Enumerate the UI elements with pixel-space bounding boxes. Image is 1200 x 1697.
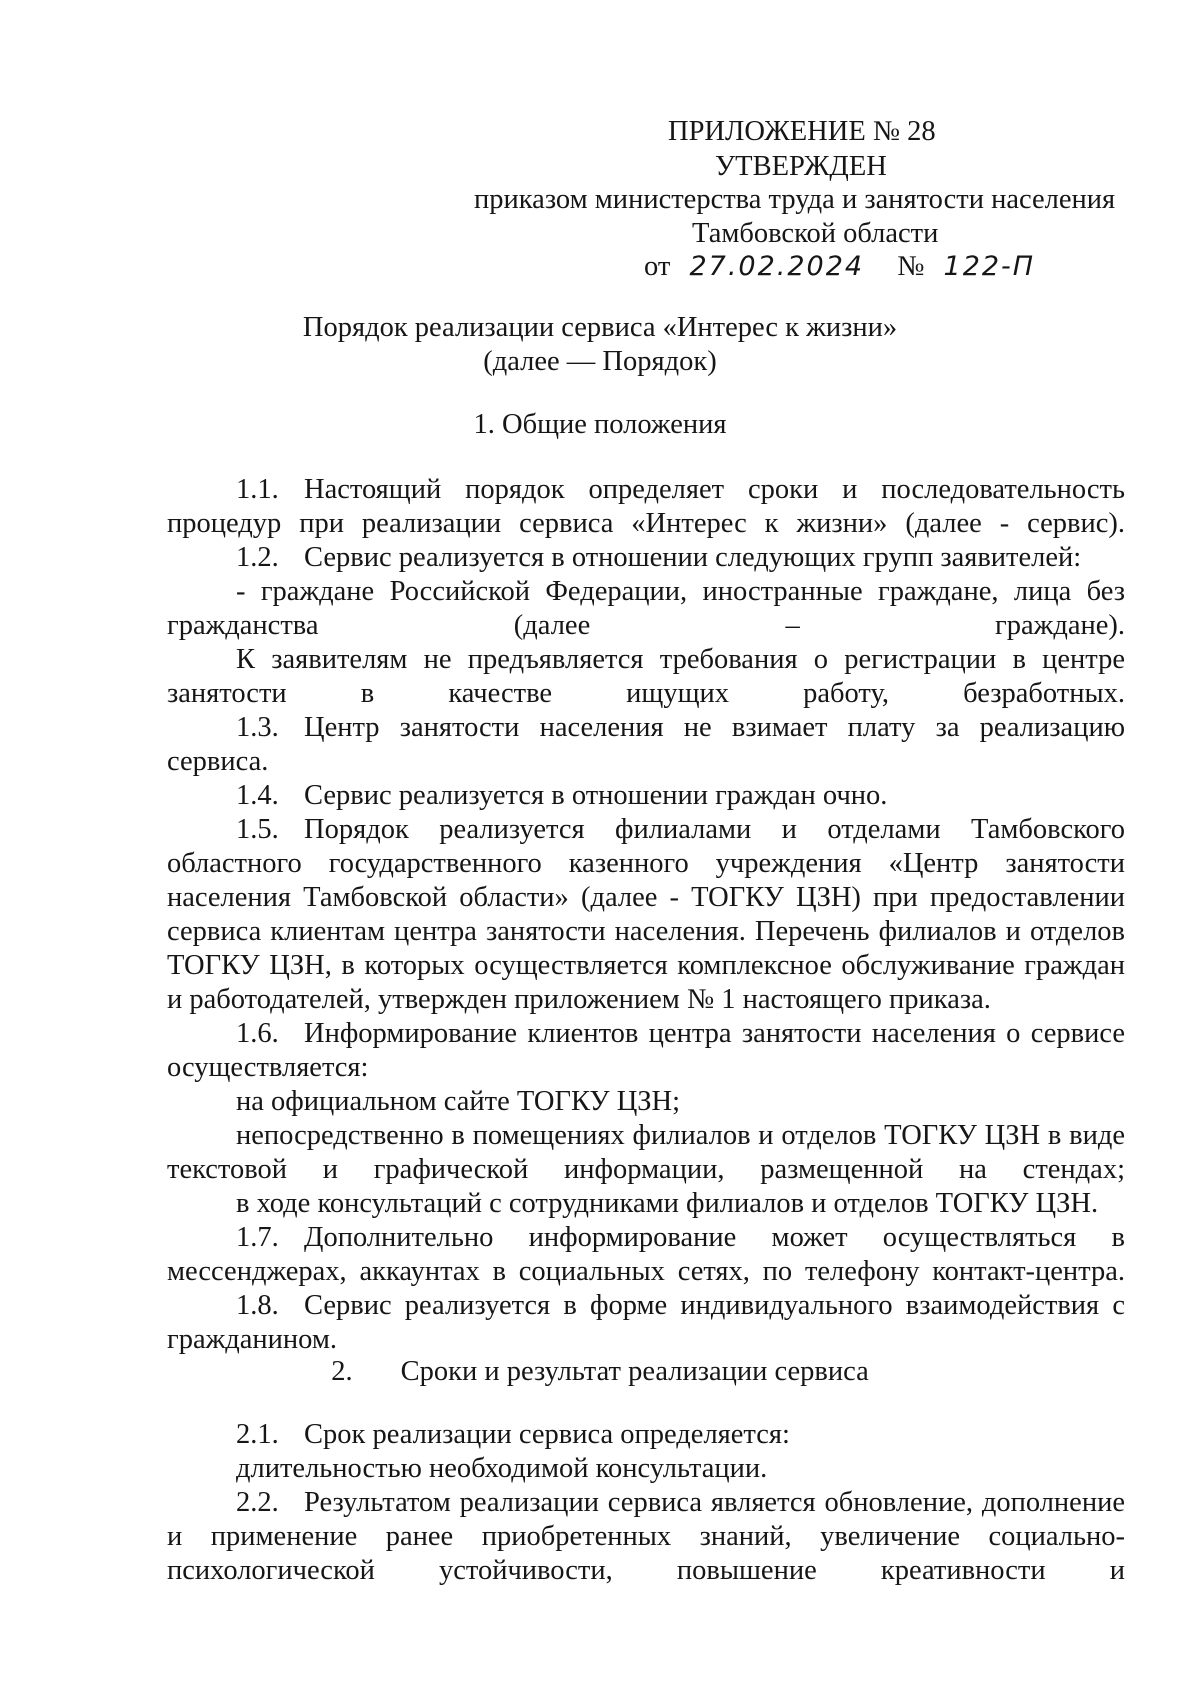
section-2-body (167, 1418, 1125, 1588)
paragraph-1-8: 1.8. Сервис реализуется в форме индивидуального взаимодействия с гражданином. (167, 1290, 1125, 1355)
handwritten-date: 27.02.2024 (689, 251, 865, 282)
paragraph-info-consultations: в ходе консультаций с сотрудниками филиалов и отделов ТОГКУ ЦЗН. (236, 1188, 1099, 1219)
paragraph-2-1: 2.1. Срок реализации сервиса определяется: (236, 1419, 790, 1450)
paragraph-registration-note: К заявителям не предъявляется требования о регистрации в центре занятости в качестве ищущих работу, безработных. (167, 644, 1125, 709)
paragraph-1-2: 1.2. Сервис реализуется в отношении следующих групп заявителей: (236, 542, 1082, 573)
paragraph-2-2: 2.2. Результатом реализации сервиса является обновление, дополнение и применение ранее приобретенных знаний, увеличение социально-психологической устойчивости, повышение креативности и (167, 1487, 1125, 1586)
order-authority: приказом министерства труда и занятости населения (474, 184, 1116, 215)
paragraph-1-1: 1.1. Настоящий порядок определяет сроки и последовательность процедур при реализации сервиса «Интерес к жизни» (далее - сервис). (167, 474, 1125, 539)
paragraph-1-3: 1.3. Центр занятости населения не взимает плату за реализацию сервиса. (167, 712, 1125, 777)
paragraph-info-website: на официальном сайте ТОГКУ ЦЗН; (236, 1086, 681, 1117)
order-date-line (644, 250, 1035, 284)
approved-label: УТВЕРЖДЕН (715, 151, 887, 182)
paragraph-1-6: 1.6. Информирование клиентов центра занятости населения о сервисе осуществляется: (167, 1018, 1125, 1083)
section-1-body (167, 473, 1125, 1357)
section-2-title: Сроки и результат реализации сервиса (400, 1356, 869, 1387)
paragraph-applicant-groups: - граждане Российской Федерации, иностранные граждане, лица без гражданства (далее – граждане). (167, 576, 1125, 641)
number-label: № (897, 251, 925, 282)
section-1-heading: 1. Общие положения (473, 409, 727, 440)
order-region: Тамбовской области (692, 218, 939, 249)
handwritten-number: 122-П (943, 251, 1036, 282)
appendix-number: ПРИЛОЖЕНИЕ № 28 (668, 116, 936, 147)
from-label: от (644, 251, 671, 282)
paragraph-info-premises: непосредственно в помещениях филиалов и отделов ТОГКУ ЦЗН в виде текстовой и графической информации, размещенной на стендах; (167, 1120, 1125, 1185)
paragraph-1-4: 1.4. Сервис реализуется в отношении граждан очно. (236, 780, 888, 811)
document-title-abbreviation: (далее — Порядок) (483, 346, 717, 377)
paragraph-duration: длительностью необходимой консультации. (236, 1453, 768, 1484)
paragraph-1-5: 1.5. Порядок реализуется филиалами и отделами Тамбовского областного государственного казенного учреждения «Центр занятости населения Тамбовской области» (далее - ТОГКУ ЦЗН) при предоставлении сервиса клиентам центра занятости населения. Перечень филиалов и отделов ТОГКУ ЦЗН, в которых осуществляется комплексное обслуживание граждан и работодателей, утвержден приложением № 1 настоящего приказа. (167, 814, 1125, 1015)
section-2-heading (0, 1355, 1200, 1389)
paragraph-1-7: 1.7. Дополнительно информирование может осуществляться в мессенджерах, аккаунтах в социальных сетях, по телефону контакт-центра. (167, 1222, 1125, 1287)
document-title: Порядок реализации сервиса «Интерес к жизни» (302, 312, 898, 343)
section-2-number: 2. (331, 1356, 353, 1387)
